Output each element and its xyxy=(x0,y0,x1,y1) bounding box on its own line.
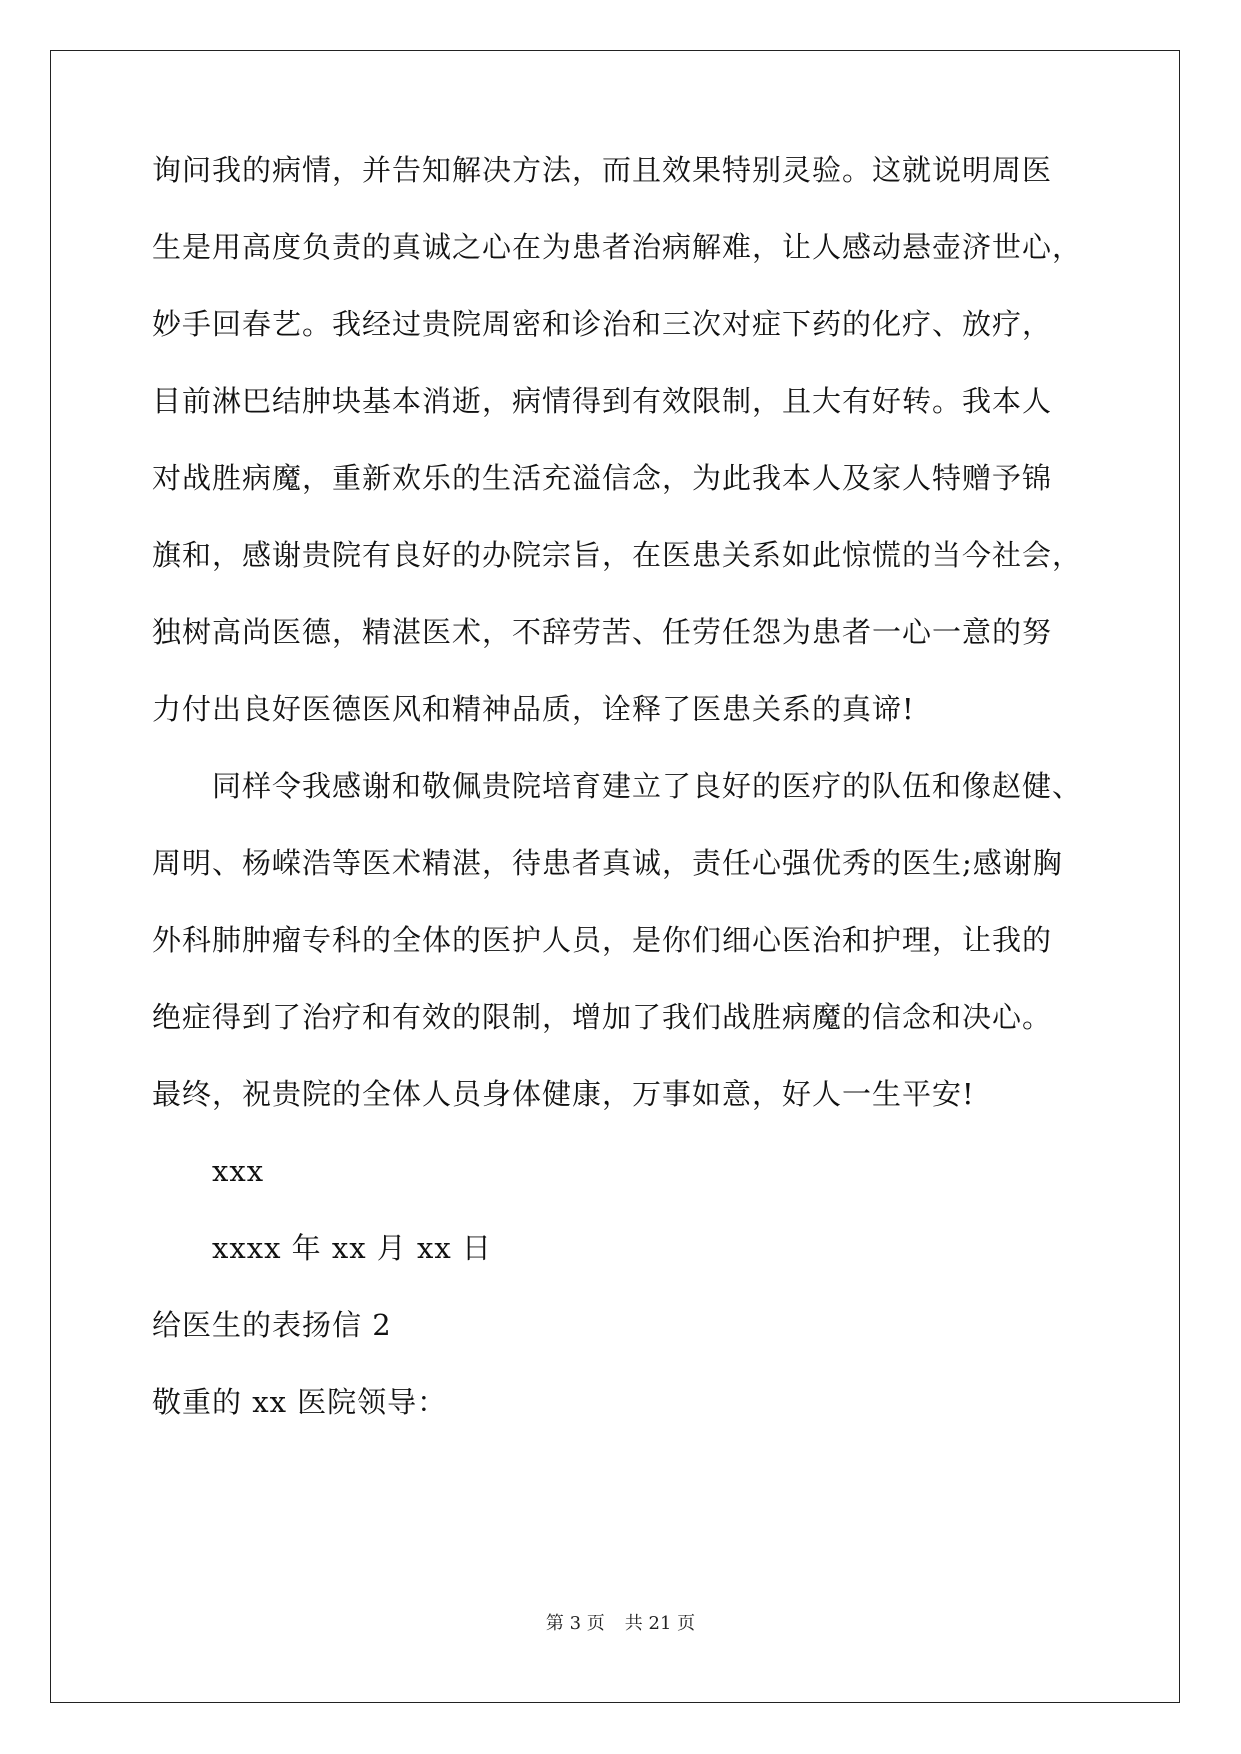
body-line-2: 生是用高度负责的真诚之心在为患者治病解难，让人感动悬壶济世心， xyxy=(152,230,1083,264)
body-line-9: 同样令我感谢和敬佩贵院培育建立了良好的医疗的队伍和像赵健、 xyxy=(212,769,1083,803)
body-line-7: 独树高尚医德，精湛医术，不辞劳苦、任劳任怨为患者一心一意的努 xyxy=(152,615,1053,649)
page-number: 第 3 页 xyxy=(545,1613,605,1634)
letter-salutation: 敬重的 xx 医院领导： xyxy=(152,1385,448,1419)
page-footer xyxy=(0,1613,1241,1635)
signature-name: xxx xyxy=(212,1154,265,1188)
body-line-5: 对战胜病魔，重新欢乐的生活充溢信念，为此我本人及家人特赠予锦 xyxy=(152,461,1053,495)
body-line-13: 最终，祝贵院的全体人员身体健康，万事如意，好人一生平安! xyxy=(152,1077,975,1111)
section-heading: 给医生的表扬信 2 xyxy=(152,1308,392,1342)
body-line-3: 妙手回春艺。我经过贵院周密和诊治和三次对症下药的化疗、放疗， xyxy=(152,307,1053,341)
body-line-1: 询问我的病情，并告知解决方法，而且效果特别灵验。这就说明周医 xyxy=(152,153,1053,187)
body-line-4: 目前淋巴结肿块基本消逝，病情得到有效限制，且大有好转。我本人 xyxy=(152,384,1053,418)
body-line-10: 周明、杨嵘浩等医术精湛，待患者真诚，责任心强优秀的医生;感谢胸 xyxy=(152,846,1063,880)
body-line-11: 外科肺肿瘤专科的全体的医护人员，是你们细心医治和护理，让我的 xyxy=(152,923,1053,957)
signature-date: xxxx 年 xx 月 xx 日 xyxy=(212,1231,492,1265)
body-line-12: 绝症得到了治疗和有效的限制，增加了我们战胜病魔的信念和决心。 xyxy=(152,1000,1053,1034)
page-total: 共 21 页 xyxy=(624,1613,696,1634)
body-line-8: 力付出良好医德医风和精神品质，诠释了医患关系的真谛! xyxy=(152,692,915,726)
body-line-6: 旗和，感谢贵院有良好的办院宗旨，在医患关系如此惊慌的当今社会， xyxy=(152,538,1083,572)
